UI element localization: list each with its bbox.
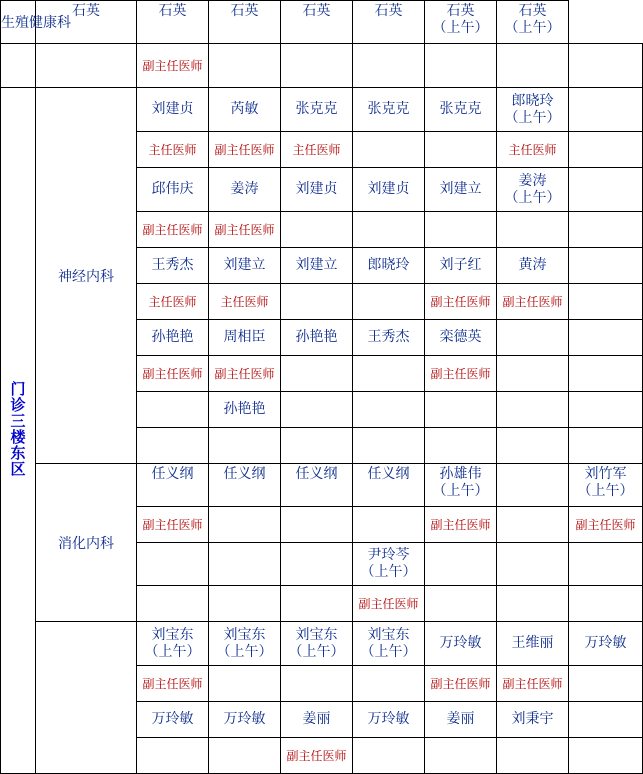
doctor-title-cell: [137, 507, 209, 543]
doctor-name: 刘建贞: [151, 101, 194, 117]
empty-cell: [425, 543, 497, 586]
doctor-name: 刘宝东 （上午）: [216, 626, 273, 660]
empty-cell: [425, 132, 497, 168]
doctor-title: 主任医师: [220, 295, 269, 309]
empty-cell: [569, 88, 643, 132]
empty-cell: [281, 428, 353, 464]
doctor-name-cell: [281, 1, 353, 44]
empty-cell: [137, 586, 209, 622]
doctor-name: 任义纲: [367, 466, 410, 482]
doctor-name: 姜丽: [302, 711, 331, 727]
empty-cell: [425, 738, 497, 774]
doctor-name: 王秀杰: [151, 257, 194, 273]
doctor-name-cell: [209, 320, 281, 356]
doctor-title: 副主任医师: [502, 295, 563, 309]
empty-cell: [1, 44, 36, 88]
empty-cell: [497, 543, 569, 586]
doctor-title: 副主任医师: [142, 367, 203, 381]
empty-cell: [497, 212, 569, 248]
doctor-name-cell: [137, 464, 209, 507]
doctor-name-cell: [353, 1, 425, 44]
doctor-title: 副主任医师: [286, 749, 347, 763]
doctor-name: 芮敏: [230, 101, 259, 117]
doctor-title-cell: [137, 44, 209, 88]
empty-cell: [353, 738, 425, 774]
doctor-title: 副主任医师: [430, 367, 491, 381]
empty-cell: [497, 392, 569, 428]
empty-cell: [353, 666, 425, 702]
doctor-name-cell: [497, 248, 569, 284]
doctor-name-cell: [281, 702, 353, 738]
doctor-name: 周相臣: [223, 329, 266, 345]
doctor-name-cell: [497, 702, 569, 738]
doctor-name: 孙雄伟 （上午）: [432, 466, 489, 499]
doctor-name-cell: [425, 464, 497, 507]
doctor-title: 副主任医师: [142, 518, 203, 532]
empty-cell: [353, 44, 425, 88]
table-row: [1, 1, 643, 44]
empty-cell: [569, 392, 643, 428]
doctor-name-cell: [137, 320, 209, 356]
empty-cell: [569, 356, 643, 392]
empty-cell: [569, 702, 643, 738]
doctor-name-cell: [281, 88, 353, 132]
doctor-name-cell: [281, 464, 353, 507]
doctor-title-cell: [209, 132, 281, 168]
empty-cell: [569, 666, 643, 702]
doctor-name-cell: [281, 248, 353, 284]
schedule-body: [1, 1, 643, 774]
doctor-name: 孙艳艳: [295, 329, 338, 345]
doctor-name-cell: [209, 88, 281, 132]
doctor-name: 刘建贞: [367, 181, 410, 197]
doctor-name-cell: [353, 702, 425, 738]
doctor-name-cell: [497, 622, 569, 666]
doctor-title: 副主任医师: [142, 223, 203, 237]
table-row: [1, 622, 643, 666]
doctor-name-cell: [137, 248, 209, 284]
doctor-title-cell: [137, 284, 209, 320]
doctor-title-cell: [425, 507, 497, 543]
empty-cell: [497, 464, 569, 507]
doctor-name: 刘宝东 （上午）: [144, 626, 201, 660]
empty-cell: [281, 507, 353, 543]
empty-cell: [209, 666, 281, 702]
doctor-name-cell: [497, 1, 569, 44]
doctor-name: 任义纲: [151, 466, 194, 482]
empty-cell: [497, 320, 569, 356]
doctor-name: 张克克: [367, 101, 410, 117]
department-name: 神经内科: [58, 268, 114, 285]
doctor-name: 王维丽: [511, 635, 554, 651]
area-cell: [1, 88, 36, 774]
doctor-name-cell: [425, 168, 497, 212]
empty-cell: [497, 44, 569, 88]
doctor-title-cell: [497, 284, 569, 320]
department-cell: [36, 88, 137, 464]
table-row: [1, 464, 643, 507]
empty-cell: [209, 543, 281, 586]
doctor-title: 主任医师: [148, 143, 197, 157]
doctor-name: 邱伟庆: [151, 181, 194, 197]
doctor-name-cell: [281, 320, 353, 356]
doctor-name-cell: [209, 1, 281, 44]
doctor-name: 刘建贞: [295, 181, 338, 197]
empty-cell: [137, 738, 209, 774]
doctor-title-cell: [137, 132, 209, 168]
doctor-name: 石英: [230, 3, 259, 19]
doctor-title-cell: [209, 212, 281, 248]
empty-cell: [425, 392, 497, 428]
doctor-name: 刘建立: [223, 257, 266, 273]
doctor-name: 王秀杰: [367, 329, 410, 345]
doctor-title-cell: [137, 666, 209, 702]
doctor-name-cell: [425, 320, 497, 356]
empty-cell: [569, 132, 643, 168]
empty-cell: [569, 168, 643, 212]
doctor-name: 郎晓玲 （上午）: [504, 92, 561, 126]
empty-cell: [281, 356, 353, 392]
doctor-name: 石英: [374, 3, 403, 19]
doctor-title: 副主任医师: [358, 597, 419, 611]
doctor-name: 刘竹军 （上午）: [577, 466, 634, 499]
doctor-name-cell: [497, 168, 569, 212]
empty-cell: [569, 248, 643, 284]
doctor-name: 石英 （上午）: [504, 3, 561, 36]
empty-cell: [497, 507, 569, 543]
doctor-name: 尹玲芩 （上午）: [360, 547, 417, 580]
doctor-name: 石英: [158, 3, 187, 19]
doctor-title-cell: [353, 586, 425, 622]
doctor-title-cell: [425, 666, 497, 702]
doctor-name: 万玲敏: [584, 635, 627, 651]
doctor-name: 刘建立: [295, 257, 338, 273]
empty-cell: [569, 212, 643, 248]
department-cell: [36, 622, 137, 774]
doctor-name: 刘宝东 （上午）: [360, 626, 417, 660]
doctor-name: 任义纲: [223, 466, 266, 482]
empty-cell: [281, 284, 353, 320]
doctor-name: 万玲敏: [223, 711, 266, 727]
doctor-title: 副主任医师: [214, 223, 275, 237]
doctor-name-cell: [353, 464, 425, 507]
empty-cell: [137, 428, 209, 464]
empty-cell: [353, 212, 425, 248]
doctor-name: 张克克: [295, 101, 338, 117]
doctor-title: 主任医师: [292, 143, 341, 157]
doctor-name: 石英 （上午）: [432, 3, 489, 36]
doctor-name-cell: [281, 622, 353, 666]
empty-cell: [569, 428, 643, 464]
doctor-title: 副主任医师: [142, 59, 203, 73]
empty-cell: [209, 428, 281, 464]
empty-cell: [281, 392, 353, 428]
doctor-title: 主任医师: [148, 295, 197, 309]
empty-cell: [569, 738, 643, 774]
department-name: 消化内科: [58, 535, 114, 552]
empty-cell: [281, 586, 353, 622]
empty-cell: [353, 507, 425, 543]
empty-cell: [425, 44, 497, 88]
empty-cell: [569, 44, 643, 88]
empty-cell: [425, 212, 497, 248]
empty-cell: [497, 738, 569, 774]
doctor-name: 黄涛: [518, 257, 547, 273]
empty-cell: [209, 44, 281, 88]
doctor-title-cell: [281, 738, 353, 774]
doctor-name: 刘子红: [439, 257, 482, 273]
doctor-name: 石英: [302, 3, 331, 19]
doctor-name: 万玲敏: [151, 711, 194, 727]
empty-cell: [497, 586, 569, 622]
doctor-name: 郎晓玲: [367, 257, 410, 273]
doctor-name-cell: [137, 702, 209, 738]
doctor-name-cell: [425, 1, 497, 44]
doctor-title-cell: [209, 356, 281, 392]
department-name: 生殖健康科: [1, 15, 71, 31]
doctor-title: 副主任医师: [502, 677, 563, 691]
empty-cell: [497, 428, 569, 464]
empty-cell: [569, 586, 643, 622]
doctor-name-cell: [137, 168, 209, 212]
doctor-name-cell: [353, 543, 425, 586]
department-cell: [36, 464, 137, 622]
doctor-title-cell: [497, 666, 569, 702]
empty-cell: [36, 44, 137, 88]
doctor-name-cell: [425, 622, 497, 666]
doctor-name-cell: [569, 464, 643, 507]
area-label: 门诊三楼东区: [8, 380, 27, 477]
empty-cell: [137, 392, 209, 428]
doctor-name-cell: [209, 464, 281, 507]
doctor-name-cell: [137, 88, 209, 132]
doctor-name: 孙艳艳: [151, 329, 194, 345]
doctor-name-cell: [209, 392, 281, 428]
doctor-title: 副主任医师: [430, 677, 491, 691]
doctor-name: 姜丽: [446, 711, 475, 727]
doctor-title: 副主任医师: [142, 677, 203, 691]
doctor-name-cell: [353, 320, 425, 356]
doctor-name: 刘宝东 （上午）: [288, 626, 345, 660]
empty-cell: [281, 44, 353, 88]
doctor-name-cell: [281, 168, 353, 212]
empty-cell: [281, 212, 353, 248]
doctor-name-cell: [425, 88, 497, 132]
doctor-title-cell: [137, 356, 209, 392]
empty-cell: [137, 543, 209, 586]
table-row: [1, 88, 643, 132]
empty-cell: [353, 356, 425, 392]
empty-cell: [353, 428, 425, 464]
doctor-title: 副主任医师: [214, 143, 275, 157]
doctor-name-cell: [209, 248, 281, 284]
doctor-name-cell: [137, 1, 209, 44]
doctor-name: 刘秉宇: [511, 711, 554, 727]
empty-cell: [209, 586, 281, 622]
doctor-name-cell: [569, 622, 643, 666]
doctor-name: 张克克: [439, 101, 482, 117]
empty-cell: [353, 284, 425, 320]
doctor-name-cell: [497, 88, 569, 132]
doctor-title: 副主任医师: [430, 295, 491, 309]
empty-cell: [209, 738, 281, 774]
doctor-name: 姜涛: [230, 181, 259, 197]
doctor-title: 副主任医师: [430, 518, 491, 532]
doctor-title: 副主任医师: [214, 367, 275, 381]
empty-cell: [569, 284, 643, 320]
empty-cell: [569, 543, 643, 586]
doctor-name-cell: [209, 168, 281, 212]
doctor-title-cell: [569, 507, 643, 543]
doctor-name: 姜涛 （上午）: [504, 172, 561, 206]
empty-cell: [425, 586, 497, 622]
empty-cell: [425, 428, 497, 464]
doctor-name-cell: [353, 622, 425, 666]
empty-cell: [497, 356, 569, 392]
doctor-name-cell: [209, 702, 281, 738]
doctor-title-cell: [425, 284, 497, 320]
doctor-name-cell: [425, 248, 497, 284]
doctor-title-cell: [425, 356, 497, 392]
doctor-name: 孙艳艳: [223, 401, 266, 417]
doctor-title: 副主任医师: [575, 518, 636, 532]
doctor-name-cell: [353, 88, 425, 132]
doctor-title-cell: [209, 284, 281, 320]
doctor-name: 刘建立: [439, 181, 482, 197]
doctor-name: 任义纲: [295, 466, 338, 482]
empty-cell: [209, 507, 281, 543]
empty-cell: [353, 392, 425, 428]
doctor-name: 万玲敏: [367, 711, 410, 727]
table-row: [1, 44, 643, 88]
doctor-name: 栾德英: [439, 329, 482, 345]
doctor-name-cell: [209, 622, 281, 666]
doctor-name: 万玲敏: [439, 635, 482, 651]
doctor-name-cell: [353, 168, 425, 212]
doctor-name-cell: [425, 702, 497, 738]
department-cell: [1, 1, 71, 44]
doctor-name-cell: [353, 248, 425, 284]
doctor-name-cell: [137, 622, 209, 666]
empty-cell: [353, 132, 425, 168]
doctor-title-cell: [137, 212, 209, 248]
empty-cell: [281, 543, 353, 586]
doctor-title: 主任医师: [508, 143, 557, 157]
doctor-title-cell: [497, 132, 569, 168]
doctor-title-cell: [281, 132, 353, 168]
doctor-name: 石英: [72, 3, 100, 19]
empty-cell: [569, 320, 643, 356]
empty-cell: [281, 666, 353, 702]
